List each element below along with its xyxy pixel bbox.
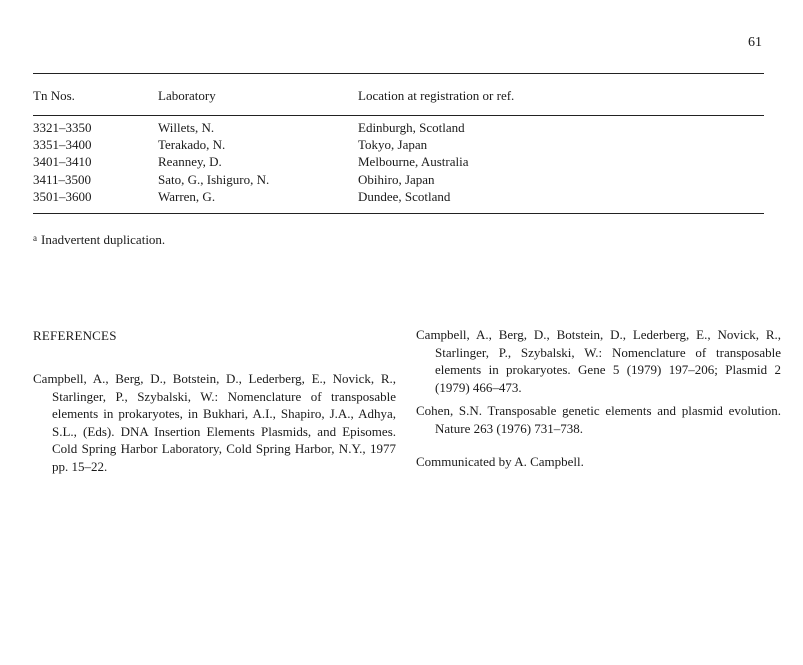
header-location: Location at registration or ref. (358, 88, 515, 103)
table-bottom-rule (33, 213, 764, 214)
cell-location: Dundee, Scotland (358, 189, 451, 204)
header-tn-nos: Tn Nos. (33, 88, 75, 103)
cell-location: Edinburgh, Scotland (358, 120, 465, 135)
cell-laboratory: Sato, G., Ishiguro, N. (158, 172, 270, 187)
cell-laboratory: Reanney, D. (158, 154, 222, 169)
footnote-text: Inadvertent duplication. (41, 232, 166, 247)
table-top-rule (33, 73, 764, 74)
cell-location: Tokyo, Japan (358, 137, 428, 152)
cell-tn-nos: 3411–3500 (33, 172, 92, 187)
cell-laboratory: Terakado, N. (158, 137, 226, 152)
footnote-marker: a (33, 233, 37, 243)
header-laboratory: Laboratory (158, 88, 216, 103)
reference-entry: Campbell, A., Berg, D., Botstein, D., Lederberg, E., Novick, R., Starlinger, P., Szybalski, W.: Nomenclature of transposable elements in prokaryotes, in Bukhari, A.I., Shapiro, J.A., Adhya, S.L., (Eds). DNA Insertion Elements Plasmids, and Episomes. Cold Spring Harbor Laboratory, Cold Spring Harbor, N.Y., 1977 pp. 15–22. (33, 371, 396, 474)
cell-location: Obihiro, Japan (358, 172, 435, 187)
cell-laboratory: Willets, N. (158, 120, 215, 135)
cell-tn-nos: 3351–3400 (33, 137, 92, 152)
reference-entry: Campbell, A., Berg, D., Botstein, D., Lederberg, E., Novick, R., Starlinger, P., Szybalski, W.: Nomenclature of transposable elements in prokaryotes. Gene 5 (1979) 197–206; Plasmid 2 (1979) 466–473. (416, 327, 781, 395)
references-heading: REFERENCES (33, 328, 117, 343)
communicated-by: Communicated by A. Campbell. (416, 454, 584, 469)
cell-tn-nos: 3401–3410 (33, 154, 92, 169)
cell-location: Melbourne, Australia (358, 154, 469, 169)
cell-tn-nos: 3321–3350 (33, 120, 92, 135)
footnote (33, 232, 165, 248)
page-number: 61 (748, 35, 762, 50)
cell-laboratory: Warren, G. (158, 189, 216, 204)
cell-tn-nos: 3501–3600 (33, 189, 92, 204)
reference-entry: Cohen, S.N. Transposable genetic elements and plasmid evolution. Nature 263 (1976) 731–738. (416, 403, 781, 436)
table-header-rule (33, 115, 764, 116)
